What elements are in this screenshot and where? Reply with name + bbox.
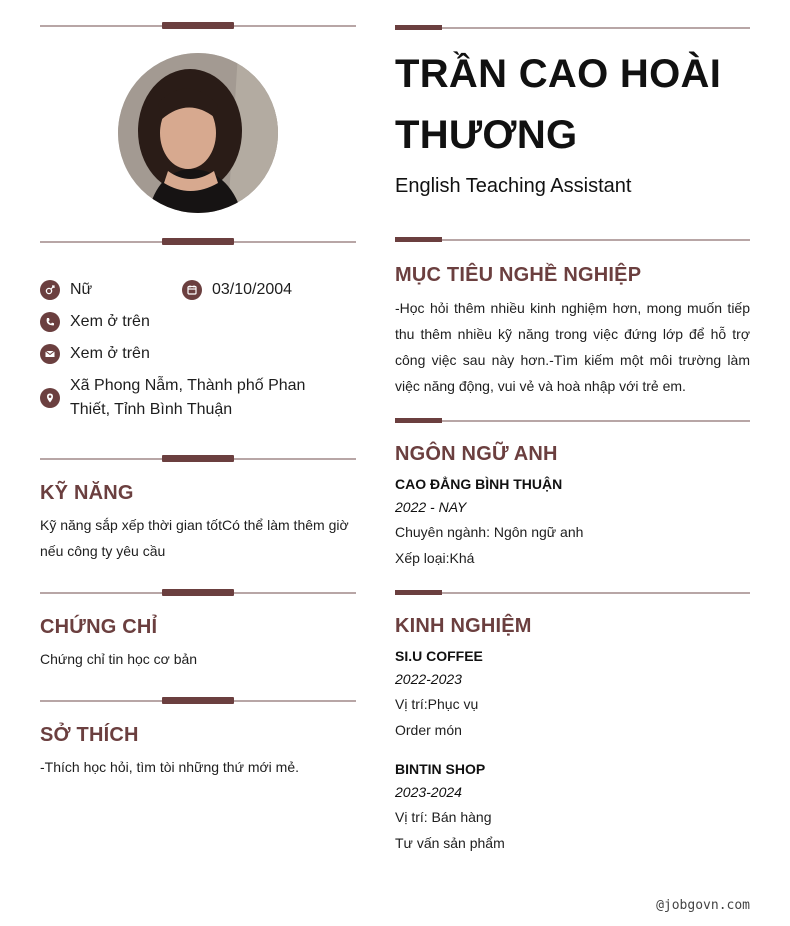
certificates-text: Chứng chỉ tin học cơ bản <box>40 651 198 667</box>
job-company: BINTIN SHOP <box>395 761 486 777</box>
job-title: English Teaching Assistant <box>395 175 632 197</box>
calendar-icon <box>182 280 202 300</box>
hobbies-text: -Thích học hỏi, tìm tòi những thứ mới mẻ. <box>40 759 300 775</box>
job-position: Vị trí:Phục vụ <box>395 696 479 712</box>
gender-value: Nữ <box>70 281 93 298</box>
education-period: 2022 - NAY <box>395 499 467 515</box>
phone-row <box>40 310 150 334</box>
divider <box>40 238 356 246</box>
job-period: 2023-2024 <box>395 784 462 800</box>
birthdate-row <box>182 278 292 302</box>
candidate-name: TRẦN CAO HOÀI THƯƠNG <box>395 52 722 157</box>
divider <box>40 22 356 30</box>
email-value: Xem ở trên <box>70 345 150 362</box>
divider <box>40 589 356 597</box>
school-name: CAO ĐẲNG BÌNH THUẬN <box>395 476 563 492</box>
divider <box>40 697 356 705</box>
education-major: Chuyên ngành: Ngôn ngữ anh <box>395 524 584 540</box>
mail-icon <box>40 344 60 364</box>
address-value: Xã Phong Nẫm, Thành phố Phan Thiết, Tỉnh Bình Thuận <box>70 377 306 418</box>
job-task: Order món <box>395 722 462 738</box>
avatar <box>118 53 278 213</box>
gender-row <box>40 278 92 302</box>
divider <box>395 25 750 31</box>
skills-text: Kỹ năng sắp xếp thời gian tốtCó thể làm thêm giờ nếu công ty yêu cầu <box>40 517 349 559</box>
phone-icon <box>40 312 60 332</box>
objective-text: -Học hỏi thêm nhiều kinh nghiệm hơn, mong muốn tiếp thu thêm nhiều kỹ năng trong việc đứng lớp để hỗ trợ công việc sau này hơn.-Tìm kiếm một môi trường làm việc năng động, vui vẻ và hoà nhập với trẻ em. <box>395 300 750 394</box>
divider <box>395 590 750 596</box>
footer-credit: @jobgovn.com <box>656 898 750 913</box>
email-row <box>40 342 150 366</box>
phone-value: Xem ở trên <box>70 313 150 330</box>
objective-title: MỤC TIÊU NGHỀ NGHIỆP <box>395 264 642 286</box>
address-row <box>40 374 340 422</box>
certificates-title: CHỨNG CHỈ <box>40 616 158 638</box>
job-period: 2022-2023 <box>395 671 462 687</box>
birthdate-value: 03/10/2004 <box>212 281 293 298</box>
job-company: SI.U COFFEE <box>395 648 483 664</box>
experience-title: KINH NGHIỆM <box>395 615 532 637</box>
hobbies-title: SỞ THÍCH <box>40 724 139 746</box>
job-position: Vị trí: Bán hàng <box>395 809 492 825</box>
job-task: Tư vấn sản phẩm <box>395 835 505 851</box>
divider <box>40 455 356 463</box>
divider <box>395 237 750 243</box>
gender-icon <box>40 280 60 300</box>
education-grade: Xếp loại:Khá <box>395 550 475 566</box>
divider <box>395 418 750 424</box>
location-pin-icon <box>40 388 60 408</box>
skills-title: KỸ NĂNG <box>40 482 134 504</box>
education-title: NGÔN NGỮ ANH <box>395 443 558 465</box>
